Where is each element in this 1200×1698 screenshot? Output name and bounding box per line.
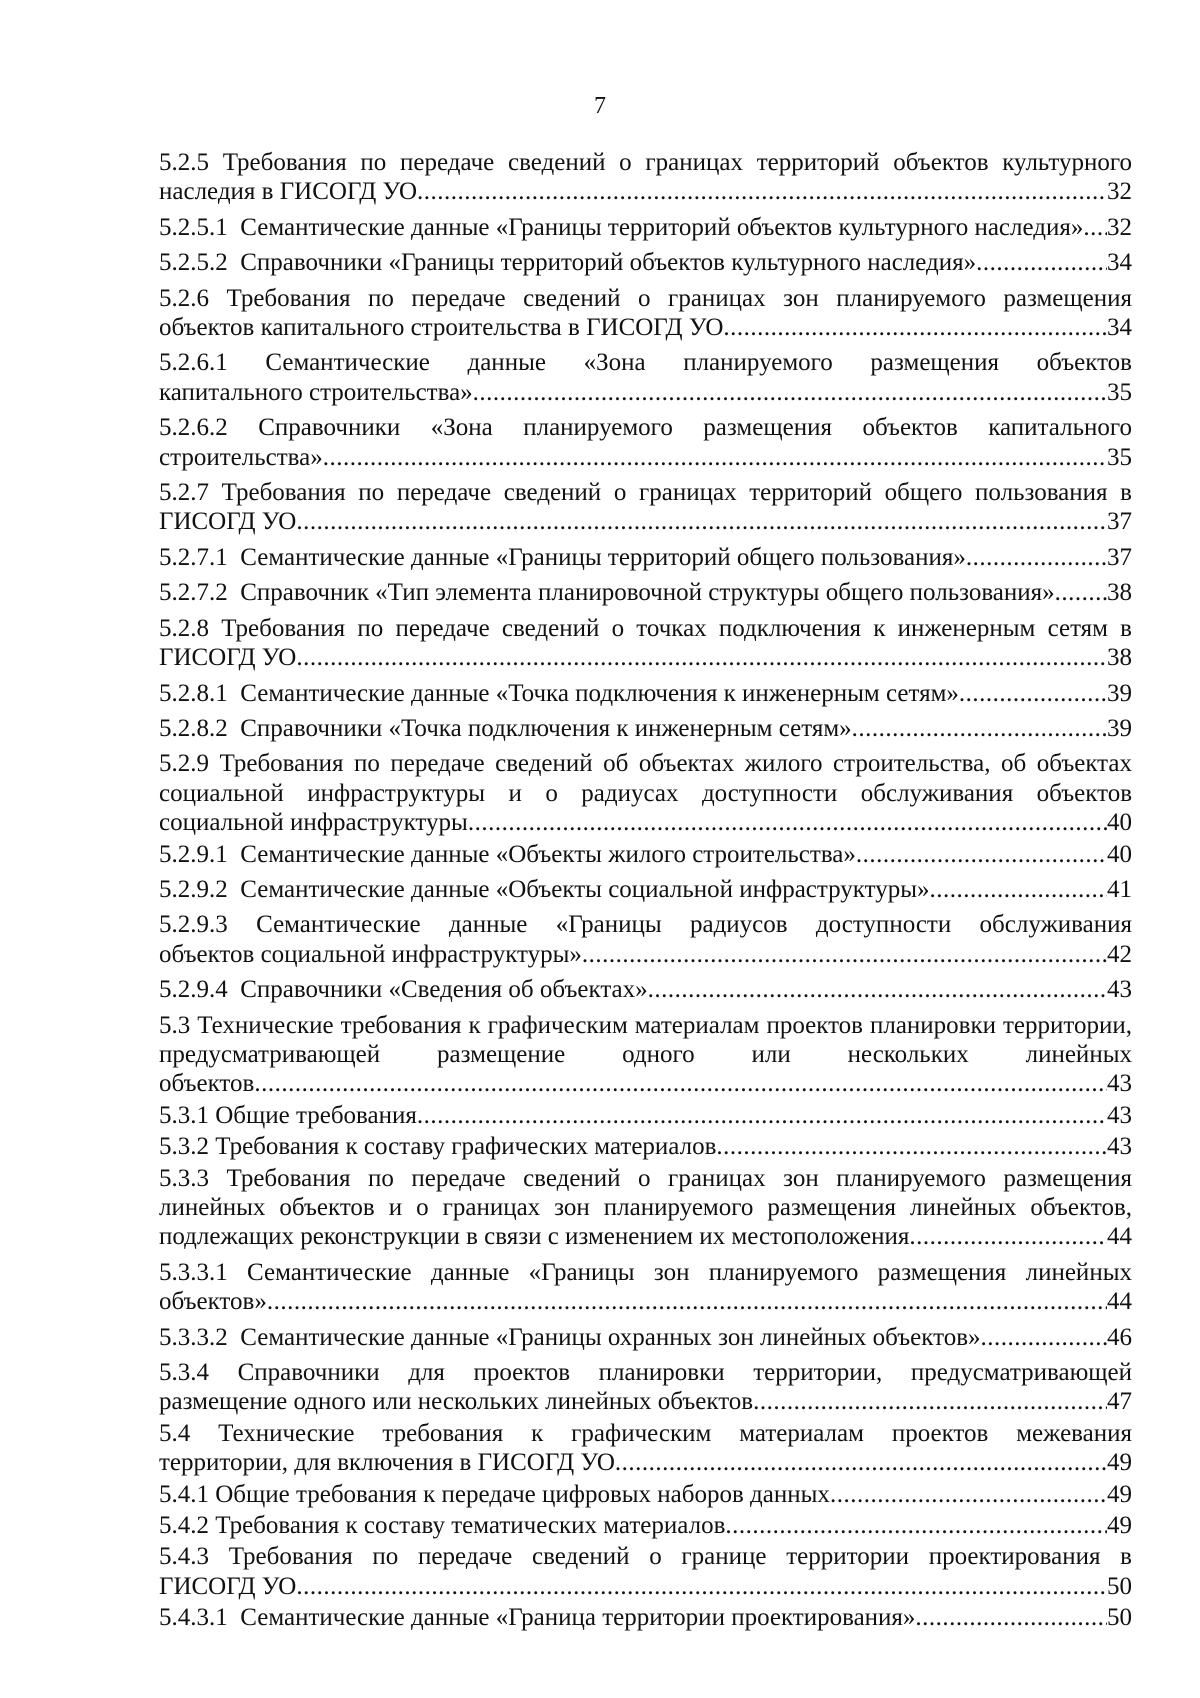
toc-entry-text: 5.2.6 Требования по передаче сведений о границах зон планируемого размещения — [159, 284, 1132, 312]
toc-entry-text: 5.3.3.1 Семантические данные «Границы зон планируемого размещения линейных — [159, 1258, 1132, 1286]
toc-entry-text: 5.4.3 Требования по передаче сведений о границе территории проектирования в — [159, 1543, 1132, 1571]
dot-leader — [723, 313, 1107, 342]
toc-entry-text: объектов капитального строительства в ГИСОГД УО — [159, 314, 724, 342]
toc-entry — [159, 1011, 1132, 1099]
toc-entry — [159, 543, 1132, 572]
toc-entry-text: 5.4.2 Требования к составу тематических материалов — [159, 1512, 726, 1540]
page-number: 7 — [594, 93, 606, 119]
dot-leader — [582, 940, 1107, 969]
dot-leader — [830, 1480, 1107, 1509]
toc-entry-text: 5.2.9.2 Семантические данные «Объекты социальной инфраструктуры» — [159, 875, 930, 903]
toc-page-number: 46 — [1107, 1323, 1132, 1351]
toc-page-number: 32 — [1107, 213, 1132, 241]
dot-leader — [725, 1511, 1107, 1540]
toc-page-number: 49 — [1107, 1449, 1132, 1477]
toc-entry — [159, 1101, 1132, 1130]
toc-page-number: 43 — [1107, 976, 1132, 1004]
toc-entry — [159, 714, 1132, 743]
toc-entry-text: размещение одного или нескольких линейных объектов — [159, 1388, 754, 1416]
toc-entry-text: ГИСОГД УО — [159, 508, 297, 536]
toc-entry-text: 5.3.2 Требования к составу графических материалов — [159, 1133, 717, 1161]
toc-entry-text: 5.3.3.2 Семантические данные «Границы охранных зон линейных объектов» — [159, 1323, 981, 1351]
dot-leader — [323, 443, 1107, 472]
toc-entry-text: 5.3.4 Справочники для проектов планировки территории, предусматривающей — [159, 1359, 1132, 1387]
toc-page-number: 38 — [1107, 644, 1132, 672]
dot-leader — [716, 1132, 1107, 1161]
toc-entry-text: 5.3 Технические требования к графическим материалам проектов планировки территории, предусматривающей размещение одного или нескольких линейных — [159, 1011, 1132, 1068]
toc-page-number: 50 — [1107, 1572, 1132, 1600]
toc-page-number: 35 — [1107, 378, 1132, 406]
toc-page-number: 44 — [1107, 1223, 1132, 1251]
toc-entry — [159, 1480, 1132, 1509]
toc-entry — [159, 614, 1132, 673]
toc-entry-text: 5.3.1 Общие требования — [159, 1101, 417, 1129]
toc-page-number: 32 — [1107, 178, 1132, 206]
dot-leader — [753, 1387, 1107, 1416]
toc-entry-text: 5.2.8.1 Семантические данные «Точка подключения к инженерным сетям» — [159, 679, 959, 707]
dot-leader — [1055, 578, 1107, 607]
dot-leader — [966, 543, 1107, 572]
toc-page-number: 42 — [1107, 940, 1132, 968]
toc-entry-text: капитального строительства» — [159, 378, 473, 406]
toc-entry — [159, 679, 1132, 708]
toc-entry — [159, 1258, 1132, 1317]
dot-leader — [915, 1603, 1107, 1632]
toc-entry-text: объектов» — [159, 1288, 267, 1316]
toc-entry-text: объектов — [159, 1070, 255, 1098]
toc-entry-text: 5.2.7.1 Семантические данные «Границы территорий общего пользования» — [159, 543, 966, 571]
toc-page-number: 41 — [1107, 875, 1132, 903]
toc-entry — [159, 1511, 1132, 1540]
toc-page-number: 49 — [1107, 1480, 1132, 1508]
toc-entry-text: 5.4 Технические требования к графическим материалам проектов межевания — [159, 1419, 1132, 1447]
dot-leader — [981, 1323, 1108, 1352]
toc-page-number: 40 — [1107, 840, 1132, 868]
toc-entry-text: 5.2.6.1 Семантические данные «Зона планируемого размещения объектов — [159, 349, 1132, 377]
toc-entry-text: территории, для включения в ГИСОГД УО — [159, 1449, 615, 1477]
toc-page-number: 37 — [1107, 508, 1132, 536]
toc-entry — [159, 975, 1132, 1004]
dot-leader — [856, 840, 1107, 869]
toc-page-number: 47 — [1107, 1388, 1132, 1416]
dot-leader — [254, 1069, 1107, 1098]
toc-entry-text: 5.4.3.1 Семантические данные «Граница территории проектирования» — [159, 1604, 916, 1632]
toc-entry-text: 5.3.3 Требования по передаче сведений о границах зон планируемого размещения линейных объектов и о границах зон планируемого размещения линейных объектов, — [159, 1164, 1132, 1221]
toc-entry-text: 5.2.5.1 Семантические данные «Границы территорий объектов культурного наследия» — [159, 213, 1084, 241]
toc-page-number: 40 — [1107, 809, 1132, 837]
toc-page-number: 43 — [1107, 1070, 1132, 1098]
toc-entry — [159, 1603, 1132, 1632]
toc-entry — [159, 213, 1132, 242]
table-of-contents — [159, 148, 1132, 1633]
toc-entry-text: наследия в ГИСОГД УО — [159, 178, 418, 206]
toc-entry-text: 5.2.6.2 Справочники «Зона планируемого размещения объектов капитального — [159, 414, 1132, 442]
toc-entry-text: социальной инфраструктуры — [159, 809, 468, 837]
dot-leader — [473, 378, 1107, 407]
toc-entry-text: 5.2.8.2 Справочники «Точка подключения к инженерным сетям» — [159, 714, 852, 742]
toc-entry — [159, 840, 1132, 869]
toc-page-number: 39 — [1107, 679, 1132, 707]
dot-leader — [417, 1101, 1107, 1130]
toc-page-number: 37 — [1107, 543, 1132, 571]
toc-entry — [159, 348, 1132, 407]
toc-page-number: 35 — [1107, 443, 1132, 471]
toc-entry-text: ГИСОГД УО — [159, 1572, 297, 1600]
toc-page-number: 39 — [1107, 714, 1132, 742]
dot-leader — [852, 714, 1107, 743]
dot-leader — [976, 248, 1107, 277]
toc-entry-text: 5.2.5.2 Справочники «Границы территорий объектов культурного наследия» — [159, 249, 977, 277]
toc-page-number: 43 — [1107, 1133, 1132, 1161]
toc-page-number: 50 — [1107, 1604, 1132, 1632]
toc-entry-text: ГИСОГД УО — [159, 644, 297, 672]
toc-page-number: 38 — [1107, 579, 1132, 607]
toc-entry — [159, 1358, 1132, 1417]
toc-entry-text: 5.2.8 Требования по передаче сведений о точках подключения к инженерным сетям в — [159, 614, 1132, 642]
dot-leader — [930, 875, 1107, 904]
toc-entry — [159, 875, 1132, 904]
toc-entry — [159, 578, 1132, 607]
dot-leader — [296, 507, 1107, 536]
dot-leader — [959, 679, 1107, 708]
dot-leader — [615, 1448, 1107, 1477]
dot-leader — [417, 177, 1107, 206]
toc-page-number: 34 — [1107, 249, 1132, 277]
toc-entry-text: 5.2.7.2 Справочник «Тип элемента планировочной структуры общего пользования» — [159, 579, 1055, 607]
toc-page-number: 44 — [1107, 1288, 1132, 1316]
toc-entry-text: 5.2.9 Требования по передаче сведений об объектах жилого строительства, об объектах социальной инфраструктуры и о радиусах доступности обслуживания объектов — [159, 750, 1132, 807]
toc-entry-text: 5.2.9.1 Семантические данные «Объекты жилого строительства» — [159, 840, 856, 868]
dot-leader — [1083, 213, 1107, 242]
toc-entry — [159, 1164, 1132, 1252]
dot-leader — [648, 975, 1107, 1004]
toc-page-number: 43 — [1107, 1101, 1132, 1129]
toc-entry-text: подлежащих реконструкции в связи с изменением их местоположения — [159, 1223, 910, 1251]
toc-entry-text: объектов социальной инфраструктуры» — [159, 940, 582, 968]
toc-entry-text: 5.2.9.4 Справочники «Сведения об объектах» — [159, 976, 648, 1004]
toc-entry — [159, 148, 1132, 207]
toc-entry — [159, 413, 1132, 472]
toc-entry — [159, 248, 1132, 277]
toc-page-number: 49 — [1107, 1512, 1132, 1540]
toc-entry-text: строительства» — [159, 443, 323, 471]
dot-leader — [267, 1287, 1107, 1316]
toc-entry — [159, 749, 1132, 837]
dot-leader — [296, 643, 1107, 672]
toc-entry-text: 5.2.7 Требования по передаче сведений о границах территорий общего пользования в — [159, 479, 1132, 507]
toc-entry — [159, 478, 1132, 537]
toc-entry-text: 5.2.5 Требования по передаче сведений о границах территорий объектов культурного — [159, 149, 1132, 176]
toc-entry — [159, 1419, 1132, 1478]
toc-entry-text: 5.2.9.3 Семантические данные «Границы радиусов доступности обслуживания — [159, 911, 1132, 939]
dot-leader — [296, 1572, 1107, 1601]
dot-leader — [909, 1222, 1107, 1251]
dot-leader — [468, 808, 1107, 837]
toc-entry — [159, 1323, 1132, 1352]
toc-entry — [159, 910, 1132, 969]
toc-entry — [159, 284, 1132, 343]
toc-entry — [159, 1132, 1132, 1161]
toc-page-number: 34 — [1107, 314, 1132, 342]
toc-entry — [159, 1542, 1132, 1601]
toc-entry-text: 5.4.1 Общие требования к передаче цифровых наборов данных — [159, 1480, 830, 1508]
